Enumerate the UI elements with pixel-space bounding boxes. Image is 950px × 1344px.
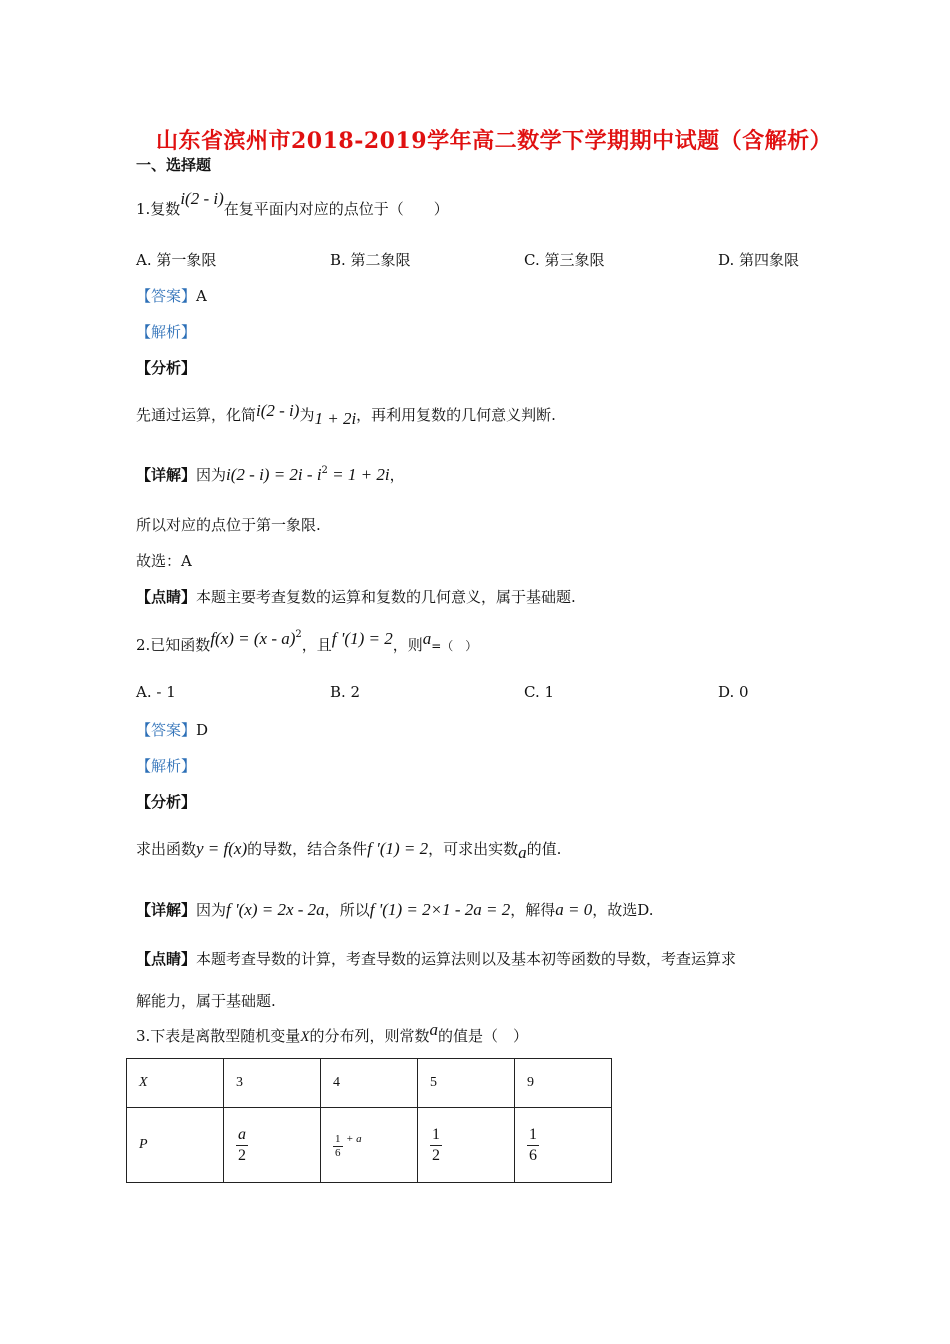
- q1-fenxi-text: 先通过运算，化简i(2 - i)为1 + 2i，再利用复数的几何意义判断.: [136, 401, 556, 428]
- q2-comment-cont: 解能力，属于基础题.: [136, 992, 276, 1010]
- table-cell: $\frac{1}{6}$ + a: [321, 1108, 418, 1183]
- q2-option-a: A. - 1: [136, 683, 176, 701]
- table-cell: [224, 1108, 321, 1183]
- table-cell: 4: [321, 1059, 418, 1108]
- fraction: $\frac{1}{2}$: [432, 1125, 440, 1164]
- question-1: 1.复数i(2 - i)在复平面内对应的点位于（ ）: [136, 189, 449, 218]
- q1-jiexi-label: 【解析】: [136, 323, 197, 341]
- q1-fenxi-label: 【分析】: [136, 359, 197, 377]
- distribution-table: [126, 1058, 612, 1183]
- q1-choose: 故选：A: [136, 552, 192, 570]
- q1-option-c: C. 第三象限: [524, 251, 605, 269]
- table-cell: P: [127, 1108, 224, 1183]
- table-cell: [418, 1108, 515, 1183]
- q1-option-d: D. 第四象限: [718, 251, 800, 269]
- table-cell: 3: [224, 1059, 321, 1108]
- fraction: $\frac{a}{2}$: [238, 1125, 246, 1164]
- q2-jiexi-label: 【解析】: [136, 757, 197, 775]
- table-cell: 5: [418, 1059, 515, 1108]
- table-row: [127, 1108, 612, 1183]
- q2-detail: 【详解】因为f '(x) = 2x - 2a，所以f '(1) = 2×1 - 2a = 2，解得a = 0，故选D.: [136, 900, 654, 919]
- q1-conclusion: 所以对应的点位于第一象限.: [136, 516, 321, 534]
- q2-fenxi-text: 求出函数y = f(x)的导数，结合条件f ′(1) = 2，可求出实数a的值.: [136, 839, 562, 862]
- q2-option-c: C. 1: [524, 683, 555, 701]
- q2-fenxi-label: 【分析】: [136, 793, 197, 811]
- q1-answer: 【答案】A: [136, 287, 207, 305]
- q2-option-d: D. 0: [718, 683, 749, 701]
- document-title: 山东省滨州市2018-2019学年高二数学下学期期中试题（含解析）: [156, 128, 833, 154]
- question-3: 3.下表是离散型随机变量X的分布列，则常数a的值是（ ）: [136, 1020, 529, 1045]
- fraction: $\frac{1}{6}$: [335, 1132, 341, 1159]
- question-2: 2.已知函数f(x) = (x - a)$^2$，且f '(1) = 2，则a=（ ）: [136, 629, 478, 654]
- q2-comment: 【点睛】本题考查导数的计算，考查导数的运算法则以及基本初等函数的导数，考查运算求: [136, 950, 737, 968]
- fraction: $\frac{1}{6}$: [529, 1125, 537, 1164]
- q1-detail: 【详解】因为$i(2 - i) = 2i - i^2 = 1 + 2i$，: [136, 465, 405, 484]
- q1-option-b: B. 第二象限: [330, 251, 411, 269]
- q2-option-b: B. 2: [330, 683, 361, 701]
- q1-comment: 【点睛】本题主要考查复数的运算和复数的几何意义，属于基础题.: [136, 588, 576, 606]
- table-cell: X: [127, 1059, 224, 1108]
- section-heading: 一、选择题: [136, 156, 212, 174]
- q1-option-a: A. 第一象限: [136, 251, 217, 269]
- table-row: [127, 1059, 612, 1108]
- q2-answer: 【答案】D: [136, 721, 209, 739]
- table-cell: 9: [515, 1059, 612, 1108]
- table-cell: [515, 1108, 612, 1183]
